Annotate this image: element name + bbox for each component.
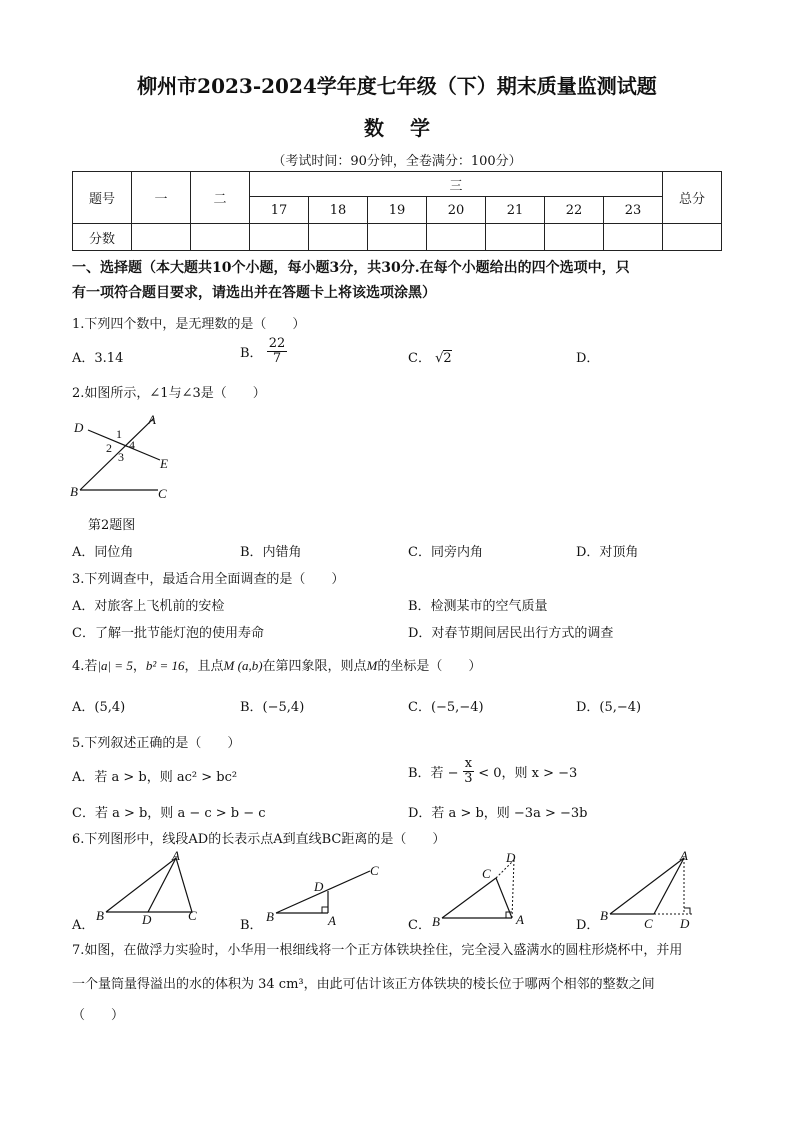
q3-option-a[interactable]: A．对旅客上飞机前的安检 [72,599,225,614]
label-c: C [482,866,491,881]
label-a: A [148,412,156,427]
header-tihao: 题号 [73,172,132,224]
q1-option-c-label: C． [408,351,431,366]
score-table [72,171,722,251]
page-title: 柳州市2023-2024学年度七年级（下）期末质量监测试题 [137,74,657,98]
q2-option-b[interactable]: B．内错角 [240,545,302,560]
q2-option-c[interactable]: C．同旁内角 [408,545,483,560]
q4-option-b[interactable]: B．(−5,4) [240,700,305,715]
label-b: B [96,908,104,923]
q4-option-c[interactable]: C．(−5,−4) [408,700,484,715]
q3-stem: 3.下列调查中，最适合用全面调查的是（ ） [72,572,345,587]
label-c: C [188,908,197,923]
right-angle-mark [684,908,690,914]
q2-option-a[interactable]: A．同位角 [72,545,134,560]
label-e: E [160,456,168,471]
q2-caption: 第2题图 [88,518,136,533]
label-a: A [680,848,688,863]
q6-option-d[interactable]: D． [576,918,600,933]
header-total: 总分 [663,172,722,224]
q6-figure-b [262,855,392,930]
q6-figure-d [596,848,706,930]
score-cell[interactable] [309,224,368,251]
segment-ad [512,860,514,918]
segment-ad [148,858,176,912]
q7-line2: 一个量筒量得溢出的水的体积为 34 cm³，由此可估计该正方体铁块的棱长位于哪两个相邻的整数之间 [72,977,655,992]
line-bc [442,878,496,918]
label-d: D [142,912,152,927]
q5-fraction-num: x [464,756,473,771]
line-ba [610,858,684,914]
q6-figure-a [92,848,212,928]
q1-fraction [267,337,288,366]
section1-line1: 一、选择题（本大题共10个小题，每小题3分，共30分.在每个小题给出的四个选项中，只 [72,260,630,276]
q5-b-p1: B．若 − [408,766,459,781]
q2-option-d[interactable]: D．对顶角 [576,545,639,560]
sqrt-symbol: √ [435,351,444,366]
q7-line3: （ ） [72,1008,125,1023]
q2-stem: 2.如图所示，∠1与∠3是（ ） [72,386,266,401]
q1-option-b-label: B． [240,346,263,361]
label-c: C [644,916,653,930]
header-q23: 23 [604,197,663,224]
score-cell[interactable] [486,224,545,251]
label-b: B [70,484,78,499]
q1-fraction-num: 22 [268,336,286,351]
label-d: D [74,420,84,435]
label-a: A [172,848,180,863]
label-d: D [506,850,516,865]
q3-option-d[interactable]: D．对春节期间居民出行方式的调查 [408,626,614,641]
label-b: B [266,909,274,924]
q2-figure [66,408,186,503]
header-q19: 19 [368,197,427,224]
subject-title: 数学 [364,116,456,140]
q1-fraction-den: 7 [272,351,282,366]
q4-point: M (a,b) [223,658,263,673]
score-cell[interactable] [604,224,663,251]
label-c: C [158,486,167,501]
q5-b-p2: < 0，则 x > −3 [478,766,578,781]
score-cell[interactable] [427,224,486,251]
label-d: D [314,879,324,894]
header-q21: 21 [486,197,545,224]
score-cell[interactable] [191,224,250,251]
q1-option-c[interactable] [408,347,452,366]
q5-option-a[interactable]: A．若 a > b，则 ac² > bc² [72,770,238,785]
header-part-3: 三 [250,172,663,197]
score-cell[interactable] [545,224,604,251]
angle-4: 4 [129,438,135,452]
line-de [88,430,160,460]
angle-3: 3 [118,450,124,464]
q5-option-b[interactable] [408,757,577,786]
score-cell[interactable] [250,224,309,251]
q4-stem-p1: 4.若 [72,659,98,674]
q6-stem: 6.下列图形中，线段AD的长表示点A到直线BC距离的是（ ） [72,832,446,847]
q5-fraction [463,757,474,786]
q4-option-d[interactable]: D．(5,−4) [576,700,642,715]
row-score-label: 分数 [73,224,132,251]
q1-option-b[interactable] [240,337,287,366]
angle-2: 2 [106,441,112,455]
q3-option-b[interactable]: B．检测某市的空气质量 [408,599,548,614]
triangle-abc [106,858,192,912]
header-part-2: 二 [191,172,250,224]
label-b: B [600,908,608,923]
q4-option-a[interactable]: A．(5,4) [72,700,126,715]
q5-option-d[interactable]: D．若 a > b，则 −3a > −3b [408,806,588,821]
q5-stem: 5.下列叙述正确的是（ ） [72,736,241,751]
q1-sqrt-radicand: 2 [443,351,452,366]
q4-abs-a: |a| = 5 [97,658,133,673]
q1-stem: 1.下列四个数中，是无理数的是（ ） [72,317,306,332]
label-a: A [516,912,524,927]
q4-stem-p5: 的坐标是（ ） [377,659,482,674]
q6-option-a[interactable]: A． [72,918,95,933]
q5-fraction-den: 3 [464,771,473,786]
q6-figure-c [430,848,540,930]
header-q18: 18 [309,197,368,224]
score-cell[interactable] [663,224,722,251]
score-cell[interactable] [132,224,191,251]
q4-stem [72,655,481,674]
q4-stem-p4: 在第四象限，则点 [262,659,367,674]
score-cell[interactable] [368,224,427,251]
line-ca [654,858,684,914]
q1-option-d[interactable]: D． [576,351,600,366]
q7-line1: 7.如图，在做浮力实验时，小华用一根细线将一个正方体铁块拴住，完全浸入盛满水的圆柱形烧杯中，并用 [72,943,683,958]
q4-stem-p3: ，且点 [184,659,224,674]
q5-option-c[interactable]: C．若 a > b，则 a − c > b − c [72,806,266,821]
label-d: D [680,916,690,930]
angle-1: 1 [116,427,122,441]
header-q20: 20 [427,197,486,224]
q6-option-b[interactable]: B． [240,918,263,933]
header-q17: 17 [250,197,309,224]
q6-option-c[interactable]: C． [408,918,431,933]
exam-info: （考试时间：90分钟，全卷满分：100分） [272,154,522,169]
q4-b-squared: b² = 16 [145,658,185,673]
q3-option-c[interactable]: C．了解一批节能灯泡的使用寿命 [72,626,264,641]
label-a: A [328,913,336,928]
q4-stem-p2: ， [132,659,146,674]
q4-m: M [366,658,378,673]
label-c: C [370,863,379,878]
q1-option-a[interactable]: A．3.14 [72,351,124,366]
header-q22: 22 [545,197,604,224]
label-b: B [432,914,440,929]
header-part-1: 一 [132,172,191,224]
section1-line2: 有一项符合题目要求，请选出并在答题卡上将该选项涂黑） [72,285,436,301]
